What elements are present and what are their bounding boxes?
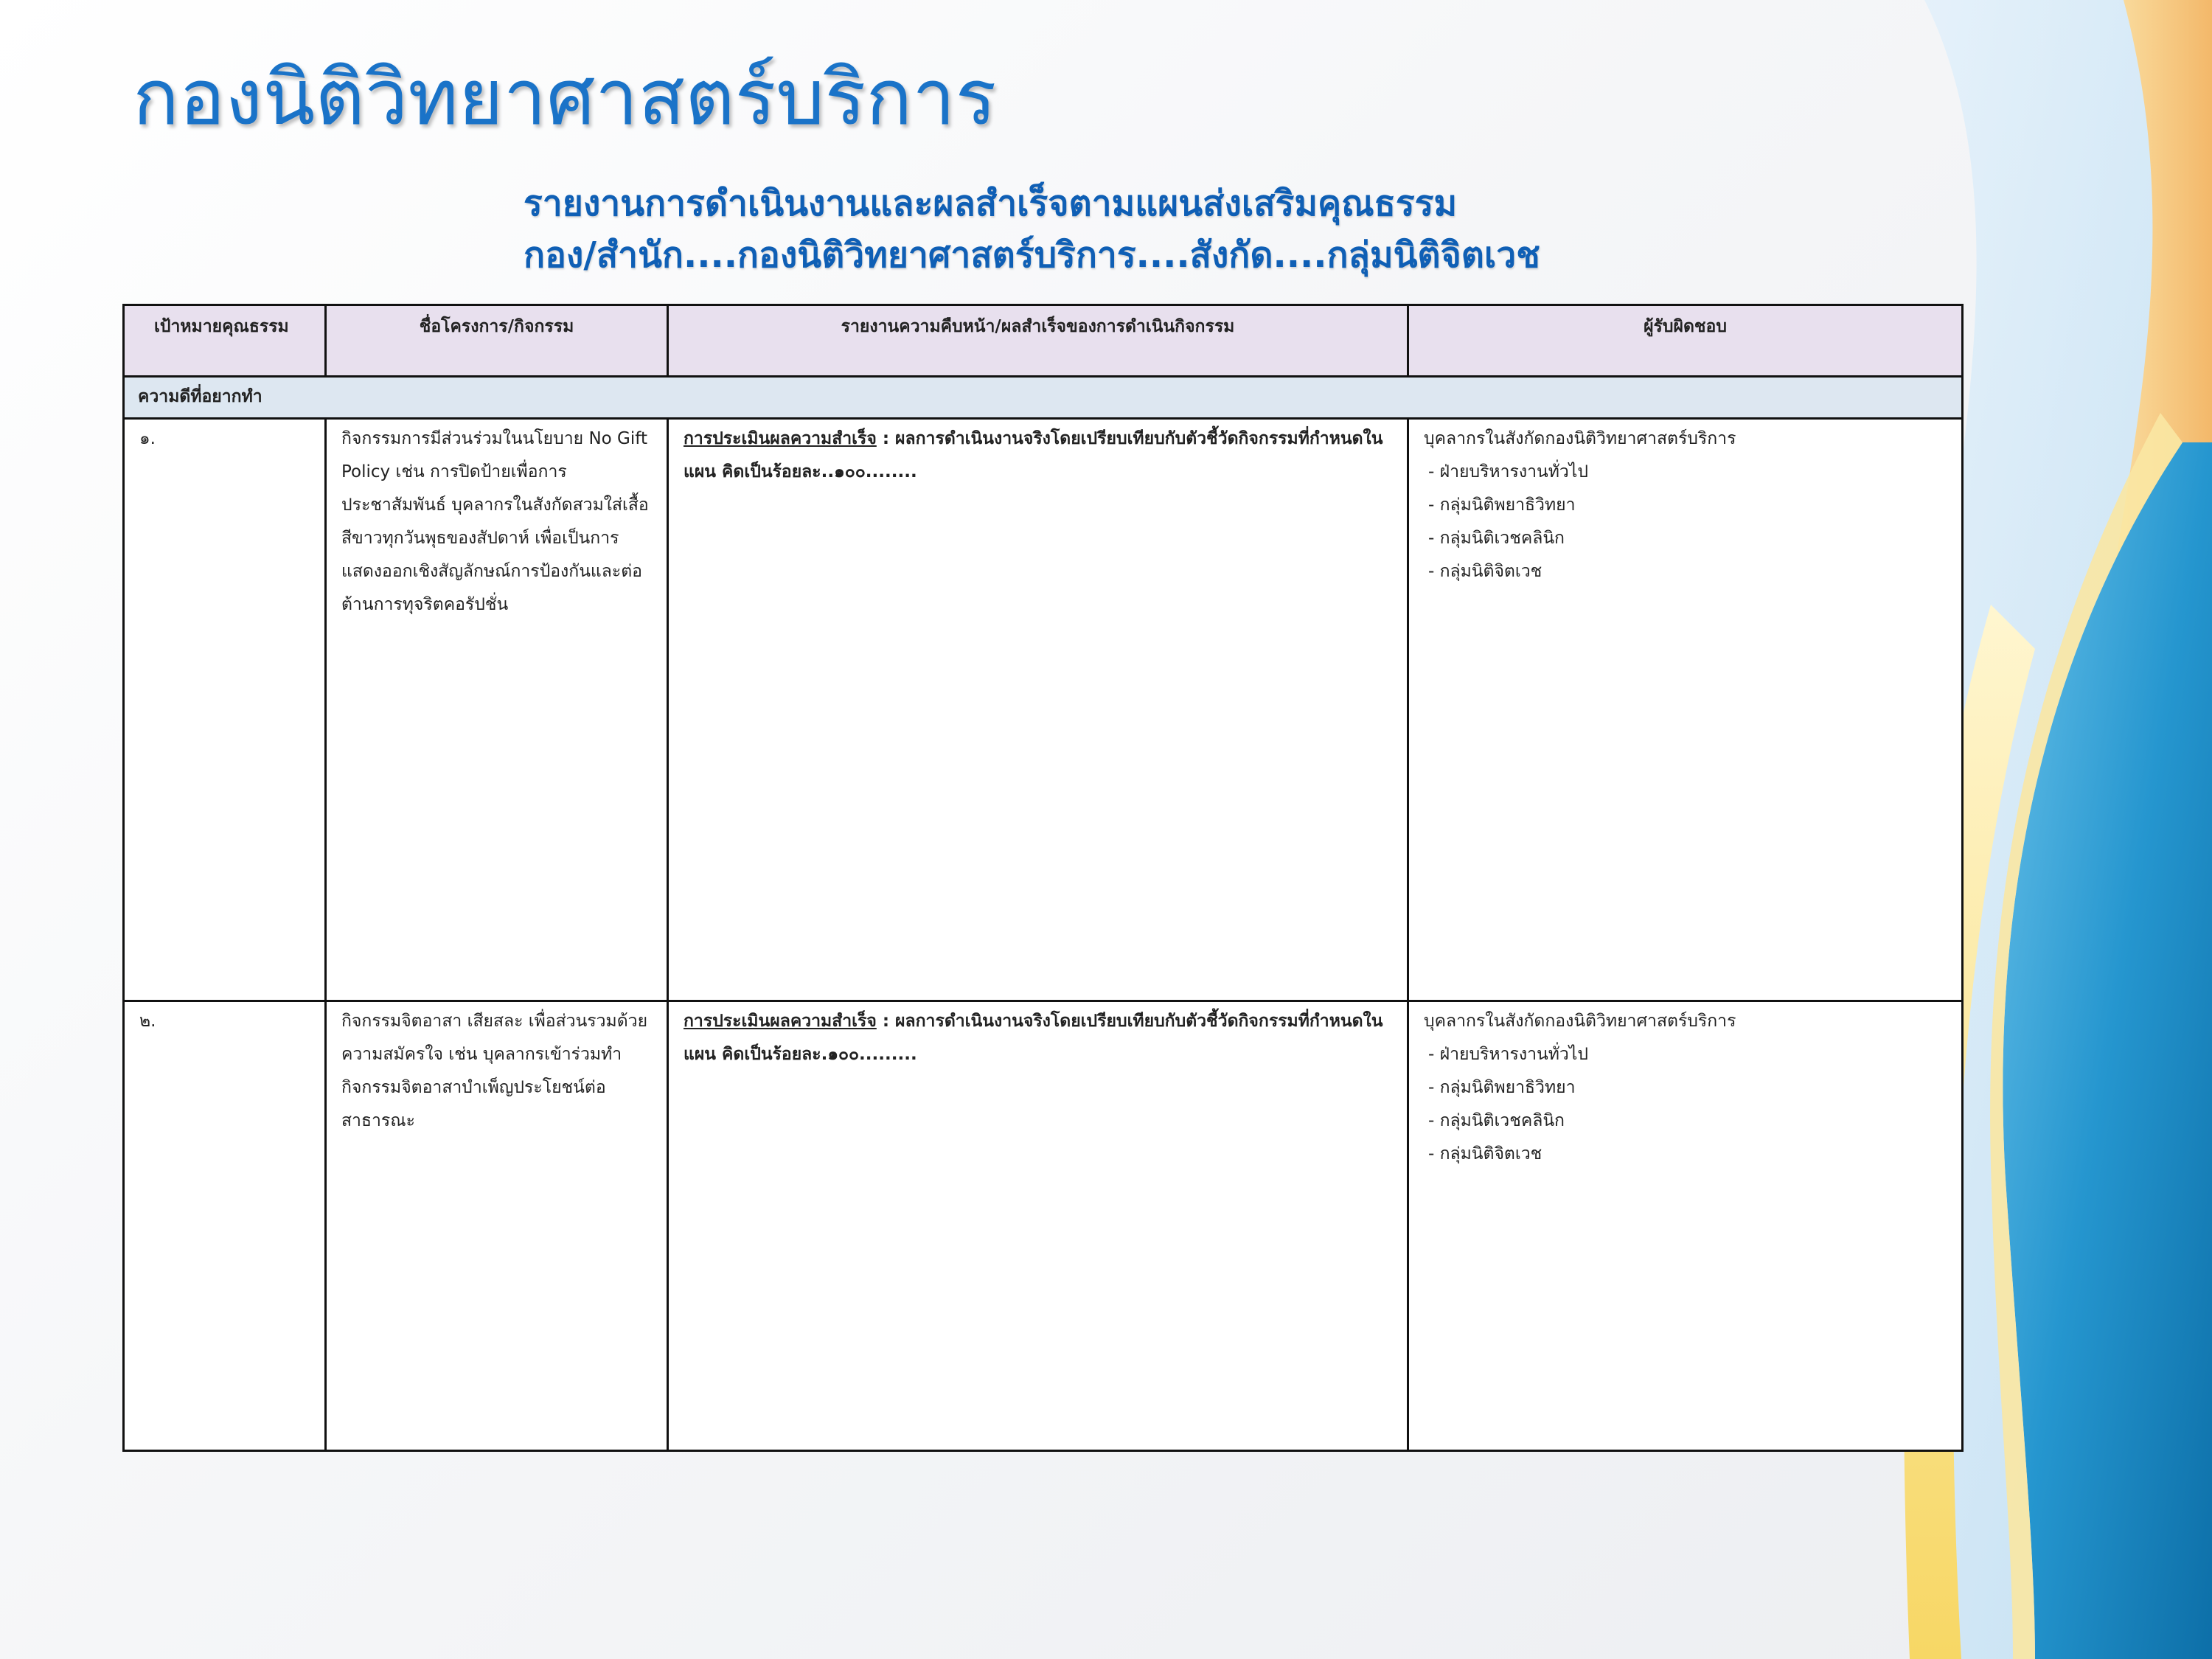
progress-label: การประเมินผลความสำเร็จ	[684, 1012, 877, 1031]
report-subtitle: รายงานการดำเนินงานและผลสำเร็จตามแผนส่งเสริมคุณธรรม	[524, 183, 1458, 224]
responsible-cell	[1408, 1001, 1963, 1451]
responsible-item: - ฝ่ายบริหารงานทั่วไป	[1428, 1045, 1588, 1064]
responsible-item: - กลุ่มนิติพยาธิวิทยา	[1428, 1078, 1576, 1097]
responsible-item: - กลุ่มนิติเวชคลินิก	[1428, 1111, 1565, 1130]
section-label: ความดีที่อยากทำ	[124, 377, 1963, 419]
header-progress-report: รายงานความคืบหน้า/ผลสำเร็จของการดำเนินกิจกรรม	[668, 305, 1408, 377]
progress-cell	[668, 1001, 1408, 1451]
responsible-cell	[1408, 419, 1963, 1001]
section-row	[124, 377, 1963, 419]
responsible-item: - กลุ่มนิติเวชคลินิก	[1428, 529, 1565, 548]
responsible-item: - ฝ่ายบริหารงานทั่วไป	[1428, 462, 1588, 481]
progress-label: การประเมินผลความสำเร็จ	[684, 429, 877, 448]
table-row	[124, 419, 1963, 1001]
table-row	[124, 1001, 1963, 1451]
row-number: ๒.	[124, 1001, 326, 1451]
responsible-item: - กลุ่มนิติพยาธิวิทยา	[1428, 495, 1576, 515]
table-header-row	[124, 305, 1963, 377]
header-project-name: ชื่อโครงการ/กิจกรรม	[326, 305, 668, 377]
progress-text: : ผลการดำเนินงานจริงโดยเปรียบเทียบกับตัวชี้วัดกิจกรรมที่กำหนดในแผน คิดเป็นร้อยละ.๑๐๐.........	[684, 1012, 1383, 1064]
header-moral-goal: เป้าหมายคุณธรรม	[124, 305, 326, 377]
responsible-item: - กลุ่มนิติจิตเวช	[1428, 1144, 1543, 1164]
project-description: กิจกรรมจิตอาสา เสียสละ เพื่อส่วนรวมด้วยความสมัครใจ เช่น บุคลากรเข้าร่วมทำกิจกรรมจิตอาสาบำเพ็ญประโยชน์ต่อสาธารณะ	[326, 1001, 668, 1451]
progress-cell	[668, 419, 1408, 1001]
project-description: กิจกรรมการมีส่วนร่วมในนโยบาย No Gift Policy เช่น การปิดป้ายเพื่อการประชาสัมพันธ์ บุคลากรในสังกัดสวมใส่เสื้อสีขาวทุกวันพุธของสัปดาห์ เพื่อเป็นการแสดงออกเชิงสัญลักษณ์การป้องกันและต่อต้านการทุจริตคอรัปชั่น	[326, 419, 668, 1001]
report-department-line: กอง/สำนัก....กองนิติวิทยาศาสตร์บริการ....สังกัด....กลุ่มนิติจิตเวช	[524, 234, 1540, 276]
row-number: ๑.	[124, 419, 326, 1001]
page-title: กองนิติวิทยาศาสตร์บริการ	[133, 52, 997, 142]
report-table	[122, 304, 1964, 1452]
progress-text: : ผลการดำเนินงานจริงโดยเปรียบเทียบกับตัวชี้วัดกิจกรรมที่กำหนดในแผน คิดเป็นร้อยละ..๑๐๐........	[684, 429, 1383, 481]
responsible-head: บุคลากรในสังกัดกองนิติวิทยาศาสตร์บริการ	[1424, 1012, 1736, 1031]
responsible-head: บุคลากรในสังกัดกองนิติวิทยาศาสตร์บริการ	[1424, 429, 1736, 448]
responsible-item: - กลุ่มนิติจิตเวช	[1428, 562, 1543, 581]
header-responsible: ผู้รับผิดชอบ	[1408, 305, 1963, 377]
responsible-list	[1424, 1038, 1947, 1171]
responsible-list	[1424, 456, 1947, 588]
